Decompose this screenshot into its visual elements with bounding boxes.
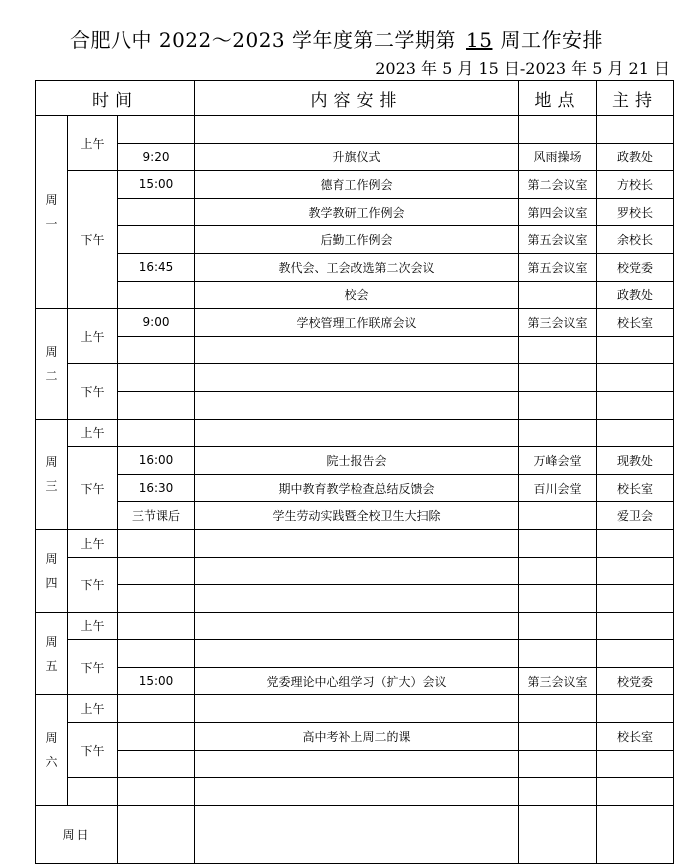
location-cell: [519, 640, 597, 668]
title-suffix: 周工作安排: [500, 28, 603, 52]
location-cell: [519, 502, 597, 530]
content-cell: [195, 612, 519, 640]
location-cell: 第五会议室: [519, 253, 597, 281]
wednesday-am-label: 上午: [68, 419, 118, 447]
time-cell: [118, 391, 195, 419]
table-row: [36, 723, 674, 751]
time-cell: 9:00: [118, 309, 195, 337]
table-row: [36, 640, 674, 668]
time-cell: [118, 778, 195, 806]
host-cell: [597, 640, 674, 668]
location-cell: [519, 585, 597, 613]
content-cell: [195, 695, 519, 723]
friday-pm-label: 下午: [68, 640, 118, 695]
location-cell: [519, 391, 597, 419]
host-cell: [597, 391, 674, 419]
schedule-table: [35, 80, 674, 864]
content-cell: [195, 391, 519, 419]
content-cell: 校会: [195, 281, 519, 309]
header-host: 主持: [597, 81, 674, 116]
content-cell: 德育工作例会: [195, 171, 519, 199]
location-cell: [519, 336, 597, 364]
header-time: 时间: [36, 81, 195, 116]
host-cell: 政教处: [597, 281, 674, 309]
host-cell: 校长室: [597, 723, 674, 751]
time-cell: [118, 695, 195, 723]
content-cell: 高中考补上周二的课: [195, 723, 519, 751]
content-cell: [195, 557, 519, 585]
location-cell: 第三会议室: [519, 667, 597, 695]
day-sunday: 周日: [36, 805, 118, 863]
monday-am-label: 上午: [68, 116, 118, 171]
host-cell: 爱卫会: [597, 502, 674, 530]
location-cell: [519, 778, 597, 806]
location-cell: [519, 557, 597, 585]
content-cell: [195, 116, 519, 144]
time-cell: 16:30: [118, 474, 195, 502]
saturday-blank-label: [68, 778, 118, 806]
day-monday: 周 一: [36, 116, 68, 309]
content-cell: [195, 640, 519, 668]
host-cell: 方校长: [597, 171, 674, 199]
time-cell: [118, 226, 195, 254]
table-row: [36, 253, 674, 281]
table-row: [36, 474, 674, 502]
content-cell: 教代会、工会改选第二次会议: [195, 253, 519, 281]
title-prefix: 合肥八中 2022～2023 学年度第二学期第: [70, 28, 457, 52]
location-cell: 第二会议室: [519, 171, 597, 199]
table-row: [36, 281, 674, 309]
table-row: [36, 309, 674, 337]
time-cell: 16:00: [118, 447, 195, 475]
location-cell: [519, 750, 597, 778]
host-cell: [597, 778, 674, 806]
content-cell: 教学教研工作例会: [195, 198, 519, 226]
location-cell: [519, 419, 597, 447]
table-row: [36, 805, 674, 863]
time-cell: 9:20: [118, 143, 195, 171]
time-cell: [118, 336, 195, 364]
table-row: [36, 557, 674, 585]
table-row: [36, 667, 674, 695]
host-cell: 政教处: [597, 143, 674, 171]
location-cell: [519, 364, 597, 392]
monday-pm-label: 下午: [68, 171, 118, 309]
table-row: [36, 171, 674, 199]
location-cell: 第四会议室: [519, 198, 597, 226]
time-cell: [118, 723, 195, 751]
table-row: [36, 750, 674, 778]
wednesday-pm-label: 下午: [68, 447, 118, 530]
content-cell: [195, 419, 519, 447]
host-cell: [597, 612, 674, 640]
location-cell: [519, 116, 597, 144]
page-title: [70, 24, 603, 53]
host-cell: [597, 336, 674, 364]
content-cell: [195, 529, 519, 557]
location-cell: [519, 612, 597, 640]
location-cell: 百川会堂: [519, 474, 597, 502]
saturday-am-label: 上午: [68, 695, 118, 723]
location-cell: [519, 529, 597, 557]
time-cell: 15:00: [118, 667, 195, 695]
content-cell: 期中教育教学检查总结反馈会: [195, 474, 519, 502]
host-cell: [597, 805, 674, 863]
content-cell: [195, 778, 519, 806]
host-cell: [597, 695, 674, 723]
location-cell: 第五会议室: [519, 226, 597, 254]
day-friday: 周 五: [36, 612, 68, 695]
host-cell: 现教处: [597, 447, 674, 475]
host-cell: [597, 116, 674, 144]
location-cell: [519, 805, 597, 863]
time-cell: [118, 281, 195, 309]
table-row: [36, 336, 674, 364]
content-cell: 学校管理工作联席会议: [195, 309, 519, 337]
host-cell: [597, 585, 674, 613]
content-cell: [195, 585, 519, 613]
table-row: [36, 226, 674, 254]
saturday-pm-label: 下午: [68, 723, 118, 778]
table-row: [36, 502, 674, 530]
time-cell: [118, 612, 195, 640]
time-cell: [118, 805, 195, 863]
time-cell: [118, 529, 195, 557]
host-cell: 余校长: [597, 226, 674, 254]
day-tuesday: 周 二: [36, 309, 68, 419]
content-cell: [195, 364, 519, 392]
time-cell: [118, 585, 195, 613]
host-cell: [597, 557, 674, 585]
time-cell: [118, 750, 195, 778]
host-cell: [597, 529, 674, 557]
location-cell: [519, 281, 597, 309]
week-number: 15: [466, 28, 493, 52]
table-row: [36, 695, 674, 723]
thursday-pm-label: 下午: [68, 557, 118, 612]
day-thursday: 周 四: [36, 529, 68, 612]
table-row: [36, 116, 674, 144]
content-cell: [195, 750, 519, 778]
header-location: 地点: [519, 81, 597, 116]
table-row: [36, 612, 674, 640]
location-cell: [519, 723, 597, 751]
table-row: [36, 364, 674, 392]
content-cell: 学生劳动实践暨全校卫生大扫除: [195, 502, 519, 530]
header-row: [36, 81, 674, 116]
time-cell: [118, 557, 195, 585]
table-row: [36, 419, 674, 447]
tuesday-am-label: 上午: [68, 309, 118, 364]
tuesday-pm-label: 下午: [68, 364, 118, 419]
table-row: [36, 778, 674, 806]
location-cell: 万峰会堂: [519, 447, 597, 475]
day-saturday: 周 六: [36, 695, 68, 805]
host-cell: 校党委: [597, 667, 674, 695]
friday-am-label: 上午: [68, 612, 118, 640]
time-cell: [118, 364, 195, 392]
time-cell: [118, 419, 195, 447]
header-content: 内容安排: [195, 81, 519, 116]
host-cell: [597, 419, 674, 447]
table-row: [36, 447, 674, 475]
table-row: [36, 585, 674, 613]
content-cell: [195, 805, 519, 863]
content-cell: [195, 336, 519, 364]
time-cell: 三节课后: [118, 502, 195, 530]
time-cell: [118, 640, 195, 668]
host-cell: 校党委: [597, 253, 674, 281]
time-cell: 15:00: [118, 171, 195, 199]
location-cell: 第三会议室: [519, 309, 597, 337]
day-wednesday: 周 三: [36, 419, 68, 529]
date-range: 2023 年 5 月 15 日-2023 年 5 月 21 日: [375, 59, 670, 78]
host-cell: [597, 364, 674, 392]
table-row: [36, 143, 674, 171]
host-cell: 校长室: [597, 474, 674, 502]
location-cell: 风雨操场: [519, 143, 597, 171]
table-row: [36, 198, 674, 226]
location-cell: [519, 695, 597, 723]
thursday-am-label: 上午: [68, 529, 118, 557]
time-cell: [118, 116, 195, 144]
content-cell: 后勤工作例会: [195, 226, 519, 254]
host-cell: [597, 750, 674, 778]
host-cell: 罗校长: [597, 198, 674, 226]
table-row: [36, 391, 674, 419]
content-cell: 党委理论中心组学习（扩大）会议: [195, 667, 519, 695]
host-cell: 校长室: [597, 309, 674, 337]
time-cell: 16:45: [118, 253, 195, 281]
time-cell: [118, 198, 195, 226]
content-cell: 升旗仪式: [195, 143, 519, 171]
content-cell: 院士报告会: [195, 447, 519, 475]
table-row: [36, 529, 674, 557]
